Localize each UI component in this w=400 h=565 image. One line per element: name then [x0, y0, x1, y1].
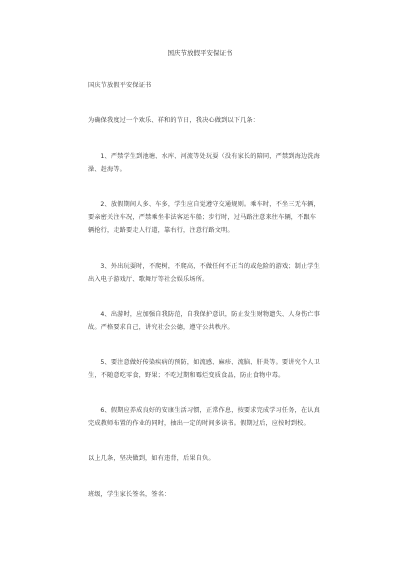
item-5-paragraph: 5、要注意做好传染疾病的预防，如流感、麻疹、流脑、肝炎等。要讲究个人卫生，不随意吃零食，野果；不吃过期和霉烂变质食品，防止食物中毒。	[88, 359, 320, 379]
signature-line: 班级，学生家长签名，签名：	[88, 491, 171, 498]
closing-paragraph: 以上几条，坚决做到，如有违背，后果自负。	[88, 455, 215, 462]
item-4-paragraph: 4、出游时，应加强自我防范，自我保护意识，防止发生财物遗失、人身伤亡事故。严格要求自己，讲究社会公德，遵守公共秩序。	[88, 311, 320, 331]
document-title: 国庆节放假平安保证书	[167, 49, 233, 57]
document-subtitle: 国庆节放假平安保证书	[88, 82, 152, 89]
item-2-paragraph: 2、放假期间人多、车多，学生应自觉遵守交通规则。乘车时，不坐三无车辆，要亲密关注车况，严禁乘坐非法客运车船；步行时，过马路注意来往车辆，不跟车辆抢行，走路要走人行道，靠右行，注意行路文明。	[88, 201, 320, 234]
item-1-paragraph: 1、严禁学生到池塘、水库、河流等处玩耍（没有家长的陪同，严禁到海边洗海澡、赶海等。	[88, 153, 320, 173]
item-3-paragraph: 3、外出玩耍时，不爬树，不爬高，不做任何不正当的或危险的游戏；制止学生出入电子游戏厅、歌舞厅等社会娱乐场所。	[88, 263, 320, 283]
intro-paragraph: 为确保我度过一个欢乐、祥和的节日，我决心做到以下几条：	[88, 117, 260, 124]
item-6-paragraph: 6、假期应养成良好的安康生活习惯，正常作息，按要求完成学习任务，在认真完成教师布置的作业的同时，抽出一定的时间多读书。假期过后，应按时到校。	[88, 407, 320, 427]
